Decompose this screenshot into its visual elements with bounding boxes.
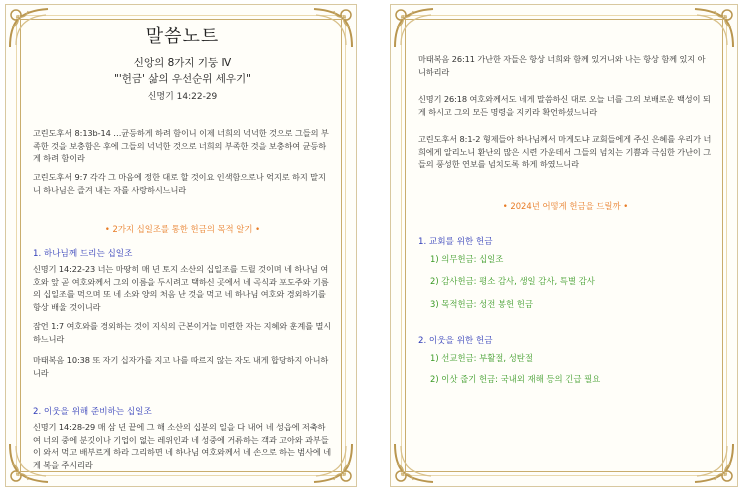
heading-church-offering: 1. 교회를 위한 헌금	[418, 237, 493, 247]
section-title: • 2가지 십일조를 통한 헌금의 목적 알기 •	[104, 224, 261, 234]
verse-paragraph: 고린도후서 8:1-2 형제들아 하나님께서 마게도냐 교회들에게 주신 은혜를 우리가 너희에게 알리노니 환난의 많은 시련 가운데서 그들의 넘치는 기쁨과 극심한 가난이 그들의 풍성한 연보를 넘치도록 하게 하였느니라	[418, 134, 712, 170]
scripture-reference: 신명기 14:22-29	[147, 92, 218, 102]
heading-neighbor-offering: 2. 이웃을 위한 헌금	[418, 336, 493, 346]
verse-paragraph: 마태복음 26:11 가난한 자들은 항상 너희와 함께 있거니와 나는 항상 함께 있지 아니하리라	[418, 54, 706, 77]
verse-paragraph: 신명기 14:28-29 매 삼 년 끝에 그 해 소산의 십분의 일을 다 내어 네 성읍에 저축하여 너의 중에 분깃이나 기업이 없는 레위인과 네 성중에 거류하는 객과 고아와 과부들이 와서 먹고 배부르게 하라 그리하면 네 하나님 여호와께서 네 손으로 하는 범사에 네게 복을 주시리라	[33, 422, 332, 470]
verse-paragraph: 잠언 1:7 여호와를 경외하는 것이 지식의 근본이거늘 미련한 자는 지혜와 훈계를 멸시하느니라	[33, 321, 332, 344]
sermon-subtitle: 신앙의 8가지 기둥 Ⅳ	[133, 57, 232, 69]
verse-paragraph: 고린도후서 9:7 각각 그 마음에 정한 대로 할 것이요 인색함으로나 억지로 하지 말지니 하나님은 즐겨 내는 자를 사랑하시느니라	[33, 172, 326, 195]
verse-paragraph: 고린도후서 8:13b-14 …균등하게 하려 함이니 이제 너희의 넉넉한 것으로 그들의 부족한 것을 보충함은 후에 그들의 넉넉한 것으로 너희의 부족한 것을 보충하여 균등하게 하려 함이라	[33, 128, 329, 164]
verse-paragraph: 마태복음 10:38 또 자기 십자가를 지고 나를 따르지 않는 자도 내게 합당하지 아니하니라	[33, 355, 329, 378]
right-content	[418, 5, 713, 486]
verse-paragraph: 신명기 26:18 여호와께서도 네게 말씀하신 대로 오늘 너를 그의 보배로운 백성이 되게 하시고 그의 모든 명령을 지키라 확언하셨느니라	[418, 94, 711, 117]
right-page	[390, 4, 738, 487]
left-content	[33, 5, 332, 486]
offering-item: 1) 의무헌금: 십일조	[430, 254, 504, 264]
verse-paragraph: 신명기 14:22-23 너는 마땅히 매 년 토지 소산의 십일조를 드릴 것이며 네 하나님 여호와 앞 곧 여호와께서 그의 이름을 두시려고 택하신 곳에서 네 곡식과 포도주와 기름의 십일조를 먹으며 또 네 소와 양의 처음 난 것을 먹고 네 하나님 여호와 경외하기를 항상 배울 것이니라	[33, 264, 329, 312]
offering-item: 3) 목적헌금: 성전 봉헌 헌금	[430, 299, 533, 309]
offering-item: 2) 감사헌금: 평소 감사, 생일 감사, 특별 감사	[430, 276, 595, 286]
left-page	[5, 4, 357, 487]
page-title: 말씀노트	[145, 26, 220, 47]
sermon-theme: "'헌금' 삶의 우선순위 세우기"	[113, 73, 252, 85]
heading-tithe-for-neighbors: 2. 이웃을 위해 준비하는 십일조	[33, 407, 152, 417]
section-title: • 2024년 어떻게 헌금을 드릴까 •	[502, 201, 629, 211]
heading-tithe-to-god: 1. 하나님께 드리는 십일조	[33, 249, 133, 259]
offering-item: 2) 이삿 줍기 헌금: 국내외 재해 등의 긴급 필요	[430, 374, 601, 384]
offering-item: 1) 선교헌금: 부활절, 성탄절	[430, 353, 533, 363]
